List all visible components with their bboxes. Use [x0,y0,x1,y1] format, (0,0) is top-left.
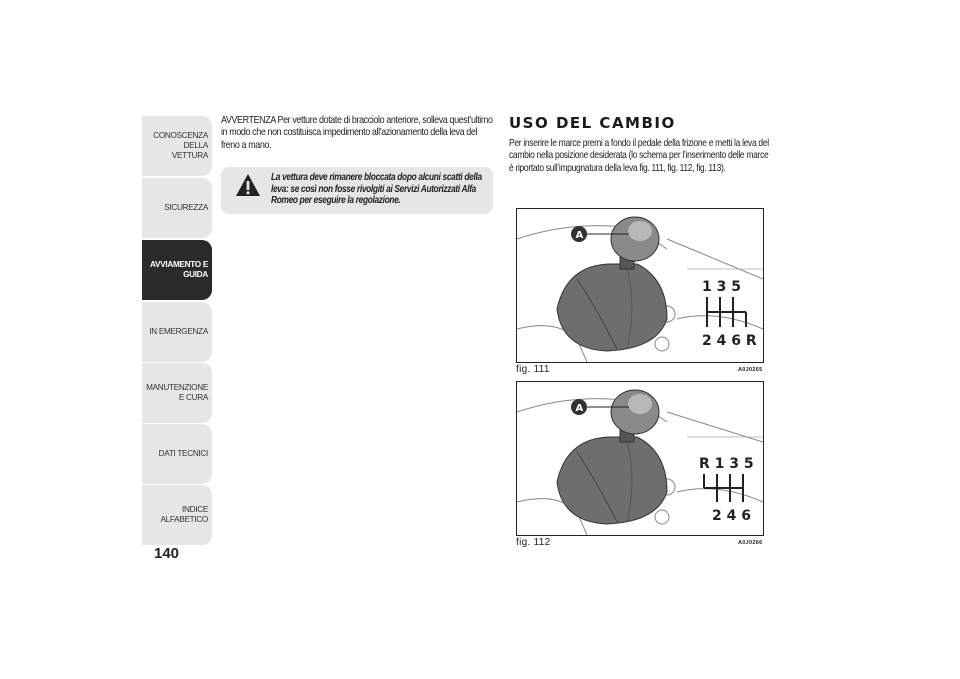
gear-schema-top: R 1 3 5 [699,456,754,472]
caution-text: La vettura deve rimanere bloccata dopo alcuni scatti della leva: se così non fosse rivolgiti ai Servizi Autorizzati Alfa Romeo per eseguire la regolazione. [271,172,482,207]
warning-paragraph: AVVERTENZA Per vetture dotate di bracciolo anteriore, solleva quest’ultimo in modo che non costituisca impedimento all’azionamento della leva del freno a mano. [221,115,493,151]
figure-code: A0J0265 [738,367,763,373]
tab-conoscenza-della-vettura[interactable] [142,116,212,176]
tab-avviamento-e-guida[interactable] [142,240,212,300]
figure-gear-lever-reverse-left [516,381,764,536]
tab-label: INDICE ALFABETICO [160,505,208,524]
tab-label: MANUTENZIONE E CURA [146,383,208,402]
gear-lever-illustration [517,382,763,535]
section-paragraph: Per inserire le marce premi a fondo il pedale della frizione e metti la leva del cambio nella posizione desiderata (lo schema per l’inserimento delle marce è riportato sull’impugnatura della leva fig. 111, fig. 112, fig. 113). [509,138,769,174]
gear-shift-pattern [707,297,746,327]
marker-a-label: A [575,403,584,414]
tab-label: IN EMERGENZA [149,327,208,336]
gear-schema-bottom: 2 4 6 [712,508,751,524]
tab-label: AVVIAMENTO E GUIDA [150,260,208,279]
tab-label: DATI TECNICI [158,449,208,458]
caution-box [221,167,493,214]
tab-manutenzione-e-cura[interactable] [142,363,212,423]
gear-schema-bottom: 2 4 6 R [702,333,757,349]
page-number: 140 [154,545,180,562]
gear-schema-top: 1 3 5 [702,279,741,295]
tab-sicurezza[interactable] [142,178,212,238]
tab-dati-tecnici[interactable] [142,424,212,484]
tab-label: CONOSCENZA DELLA VETTURA [153,131,208,160]
left-column [221,115,496,152]
tab-indice-alfabetico[interactable] [142,485,212,545]
figure-caption: fig. 111 [516,364,550,375]
section-title: USO DEL CAMBIO [509,114,676,132]
gear-lever-illustration [517,209,763,362]
tab-label: SICUREZZA [164,203,208,212]
figure-caption: fig. 112 [516,537,551,548]
figure-gear-lever-6-speed [516,208,764,363]
marker-a-label: A [575,230,584,241]
figure-code: A0J0266 [738,540,763,546]
warning-triangle-icon [235,173,261,197]
tab-in-emergenza[interactable] [142,302,212,362]
gear-shift-pattern [704,474,743,502]
